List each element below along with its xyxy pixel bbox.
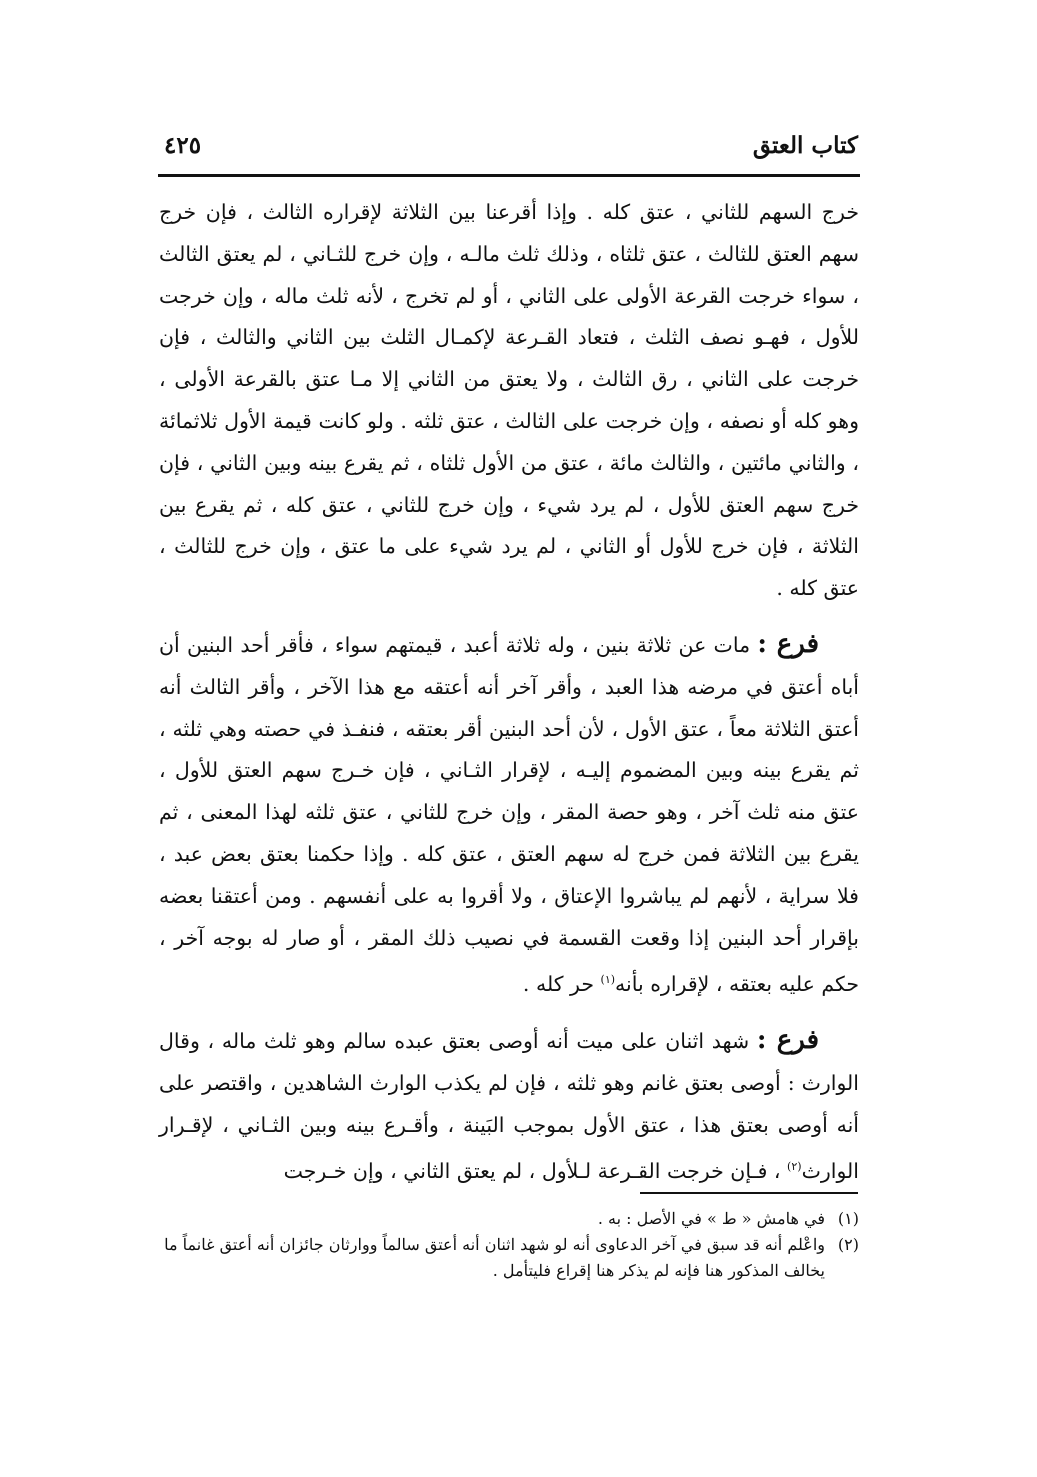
paragraph-text-end: ، فـإن خرجت القـرعة لـلأول ، لم يعتق الثاني ، وإن خـرجت	[283, 1159, 788, 1184]
page-number: ٤٢٥	[164, 132, 202, 159]
paragraph-text-end: حر كله .	[522, 972, 601, 997]
paragraph	[159, 624, 859, 1006]
footnote-rule	[640, 1192, 858, 1194]
footnote-number: (١)	[837, 1209, 859, 1228]
paragraph-lead: فرع :	[757, 628, 820, 659]
footnotes	[159, 1206, 859, 1284]
footnote-marker: (١)	[600, 973, 616, 987]
footnote-text: واعْلم أنه قد سبق في آخر الدعاوى أنه لو شهد اثنان أنه أعتق سالماً ووارثان جائزان أنه أعتق غانماً ما يخالف المذكور هنا فإنه لم يذكر هنا إقراع فليتأمل .	[164, 1235, 825, 1280]
footnote	[159, 1232, 859, 1284]
chapter-title: كتاب العتق	[752, 132, 858, 159]
header-rule	[158, 174, 860, 177]
paragraph-text: خرج السهم للثاني ، عتق كله . وإذا أقرعنا بين الثلاثة لإقراره الثالث ، فإن خرج سهم العتق للثالث ، عتق ثلثاه ، وذلك ثلث مالـه ، وإن خرج للثـاني ، لم يعتق الثالث ، سواء خرجت القرعة الأولى على الثاني ، أو لم تخرج ، لأنه ثلث ماله ، وإن خرجت للأول ، فهـو نصف الثلث ، فتعاد القـرعة لإكمـال الثلث بين الثاني والثالث ، فإن خرجت على الثاني ، رق الثالث ، ولا يعتق من الثاني إلا مـا عتق بالقرعة الأولى ، وهو كله أو نصفه ، وإن خرجت على الثالث ، عتق ثلثه . ولو كانت قيمة الأول ثلاثمائة ، والثاني مائتين ، والثالث مائة ، عتق من الأول ثلثاه ، ثم يقرع بينه وبين الثاني ، فإن خرج سهم العتق للأول ، لم يرد شيء ، وإن خرج للثاني ، عتق كله ، ثم يقرع بين الثلاثة ، فإن خرج للأول أو الثاني ، لم يرد شيء على ما عتق ، وإن خرج للثالث ، عتق كله .	[159, 200, 859, 601]
footnote	[159, 1206, 859, 1232]
paragraph-text: مات عن ثلاثة بنين ، وله ثلاثة أعبد ، قيمتهم سواء ، فأقر أحد البنين أن أباه أعتق في مرضه هذا العبد ، وأقر آخر أنه أعتقه مع هذا الآخر ، وأقر الثالث أنه أعتق الثلاثة معاً ، عتق الأول ، لأن أحد البنين أقر بعتقه ، فنفـذ في حصته وهي ثلثه ، ثم يقرع بينه وبين المضموم إليـه ، لإقرار الثـاني ، فإن خـرج سهم العتق للأول ، عتق منه ثلث آخر ، وهو حصة المقر ، وإن خرج للثاني ، عتق ثلثه لهذا المعنى ، ثم يقرع بين الثلاثة فمن خرج له سهم العتق ، عتق كله . وإذا حكمنا بعتق بعض عبد ، فلا سراية ، لأنهم لم يباشروا الإعتاق ، ولا أقروا به على أنفسهم . ومن أعتقنا بعضه بإقرار أحد البنين إذا وقعت القسمة في نصيب ذلك المقر ، أو صار له بوجه آخر ، حكم عليه بعتقه ، لإقراره بأنه	[159, 632, 859, 997]
paragraph	[159, 1020, 859, 1193]
running-head	[160, 128, 858, 172]
footnote-text: في هامش « ط » في الأصل : به .	[597, 1209, 825, 1228]
paragraph	[159, 192, 859, 610]
body-text	[159, 192, 859, 1193]
footnote-number: (٢)	[837, 1235, 859, 1254]
footnote-marker: (٢)	[787, 1160, 802, 1174]
paragraph-lead: فرع :	[756, 1024, 819, 1055]
paragraph-text: شهد اثنان على ميت أنه أوصى بعتق عبده سالم وهو ثلث ماله ، وقال الوارث : أوصى بعتق غانم وهو ثلثه ، فإن لم يكذب الوارث الشاهدين ، واقتصر على أنه أوصى بعتق هذا ، عتق الأول بموجب البَينة ، وأقـرع بينه وبين الثـاني ، لإقـرار الوارث	[159, 1028, 859, 1184]
